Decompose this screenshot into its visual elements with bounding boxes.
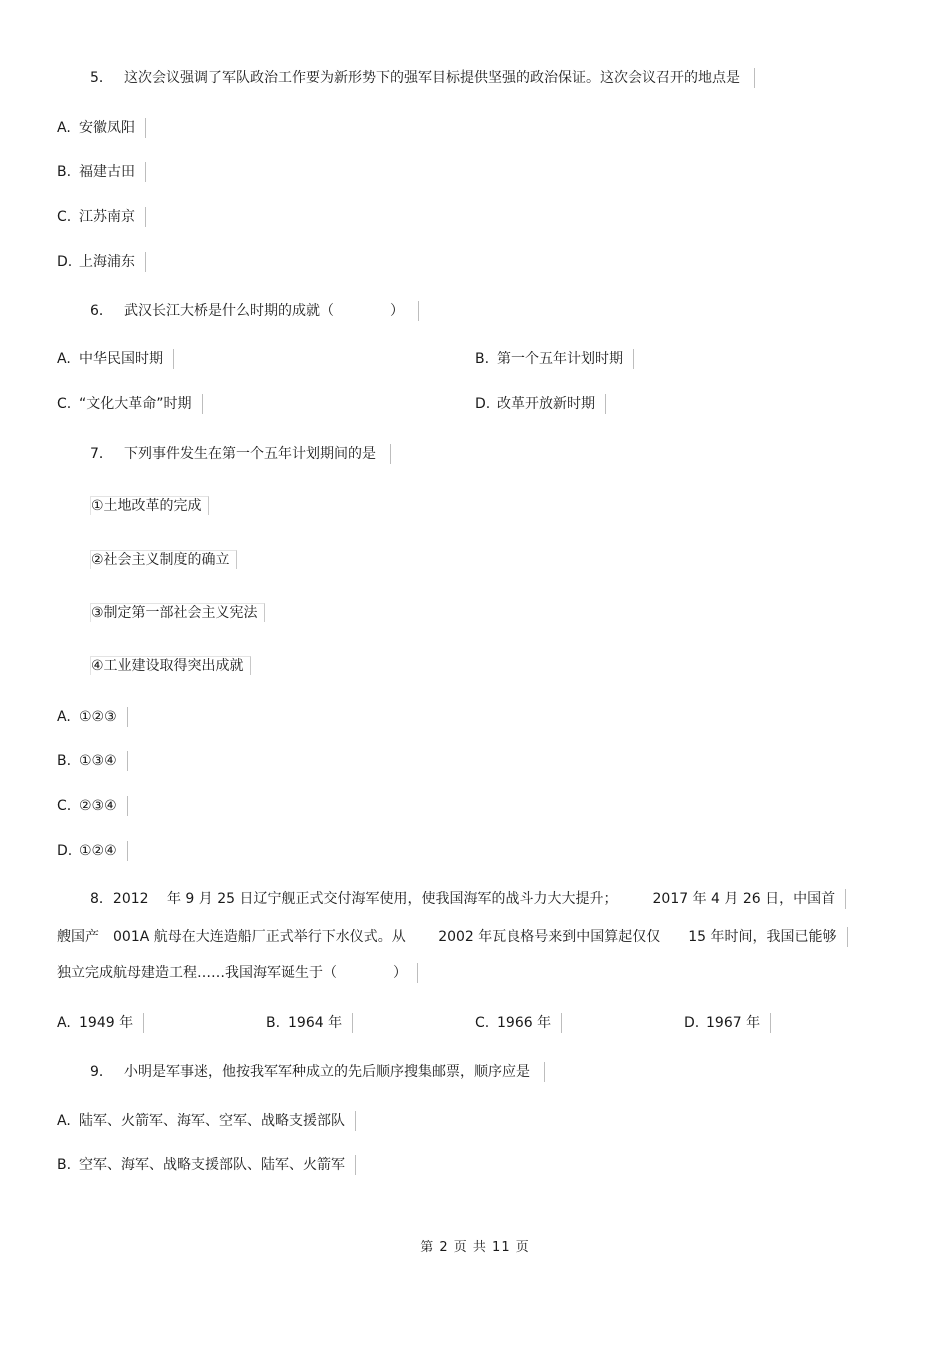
q6-option-b[interactable]: B. 第一个五年计划时期 [475, 349, 634, 369]
question-number: 9． [90, 1064, 113, 1080]
q6-option-c[interactable]: C. “文化大革命”时期 [57, 394, 203, 414]
question-number: 7． [90, 446, 113, 462]
q7-item-2: ②社会主义制度的确立 [90, 550, 237, 569]
question-text: 武汉长江大桥是什么时期的成就（ ） [124, 303, 404, 319]
question-8-line-1: 8．2012 年 9 月 25 日辽宁舰正式交付海军使用，使我国海军的战斗力大大提升； 2017 年 4 月 26 日，中国首 [90, 889, 846, 909]
q6-option-a[interactable]: A. 中华民国时期 [57, 349, 174, 369]
q8-option-d[interactable]: D. 1967 年 [684, 1013, 771, 1033]
q7-item-1: ①土地改革的完成 [90, 496, 209, 515]
question-text: 这次会议强调了军队政治工作要为新形势下的强军目标提供坚强的政治保证。这次会议召开的地点是 [124, 70, 740, 86]
q6-option-d[interactable]: D. 改革开放新时期 [475, 394, 606, 414]
q7-option-d[interactable]: D. ①②④ [57, 841, 128, 861]
question-5-stem [90, 68, 755, 88]
q7-option-c[interactable]: C. ②③④ [57, 796, 128, 816]
q5-option-b[interactable]: B. 福建古田 [57, 162, 146, 182]
q9-option-b[interactable]: B. 空军、海军、战略支援部队、陆军、火箭军 [57, 1155, 356, 1175]
q8-option-c[interactable]: C. 1966 年 [475, 1013, 562, 1033]
q7-option-b[interactable]: B. ①③④ [57, 751, 128, 771]
q7-item-4: ④工业建设取得突出成就 [90, 656, 251, 675]
q9-option-a[interactable]: A. 陆军、火箭军、海军、空军、战略支援部队 [57, 1111, 356, 1131]
question-number: 5． [90, 70, 113, 86]
q7-option-a[interactable]: A. ①②③ [57, 707, 128, 727]
q8-option-b[interactable]: B. 1964 年 [266, 1013, 353, 1033]
q8-option-a[interactable]: A. 1949 年 [57, 1013, 144, 1033]
q5-option-c[interactable]: C. 江苏南京 [57, 207, 146, 227]
q5-option-a[interactable]: A. 安徽凤阳 [57, 118, 146, 138]
question-7-stem [90, 444, 391, 464]
q5-option-d[interactable]: D. 上海浦东 [57, 252, 146, 272]
question-9-stem [90, 1062, 545, 1082]
question-8-line-2: 艘国产 001A 航母在大连造船厂正式举行下水仪式。从 2002 年瓦良格号来到中国算起仅仅 15 年时间，我国已能够 [57, 927, 848, 947]
question-text: 下列事件发生在第一个五年计划期间的是 [124, 446, 376, 462]
q7-item-3: ③制定第一部社会主义宪法 [90, 603, 265, 622]
page-footer: 第 2 页 共 11 页 [420, 1240, 530, 1255]
question-number: 6． [90, 303, 113, 319]
question-6-stem [90, 301, 419, 321]
question-text: 小明是军事迷，他按我军军种成立的先后顺序搜集邮票，顺序应是 [124, 1064, 530, 1080]
question-8-line-3: 独立完成航母建造工程……我国海军诞生于（ ） [57, 963, 418, 983]
